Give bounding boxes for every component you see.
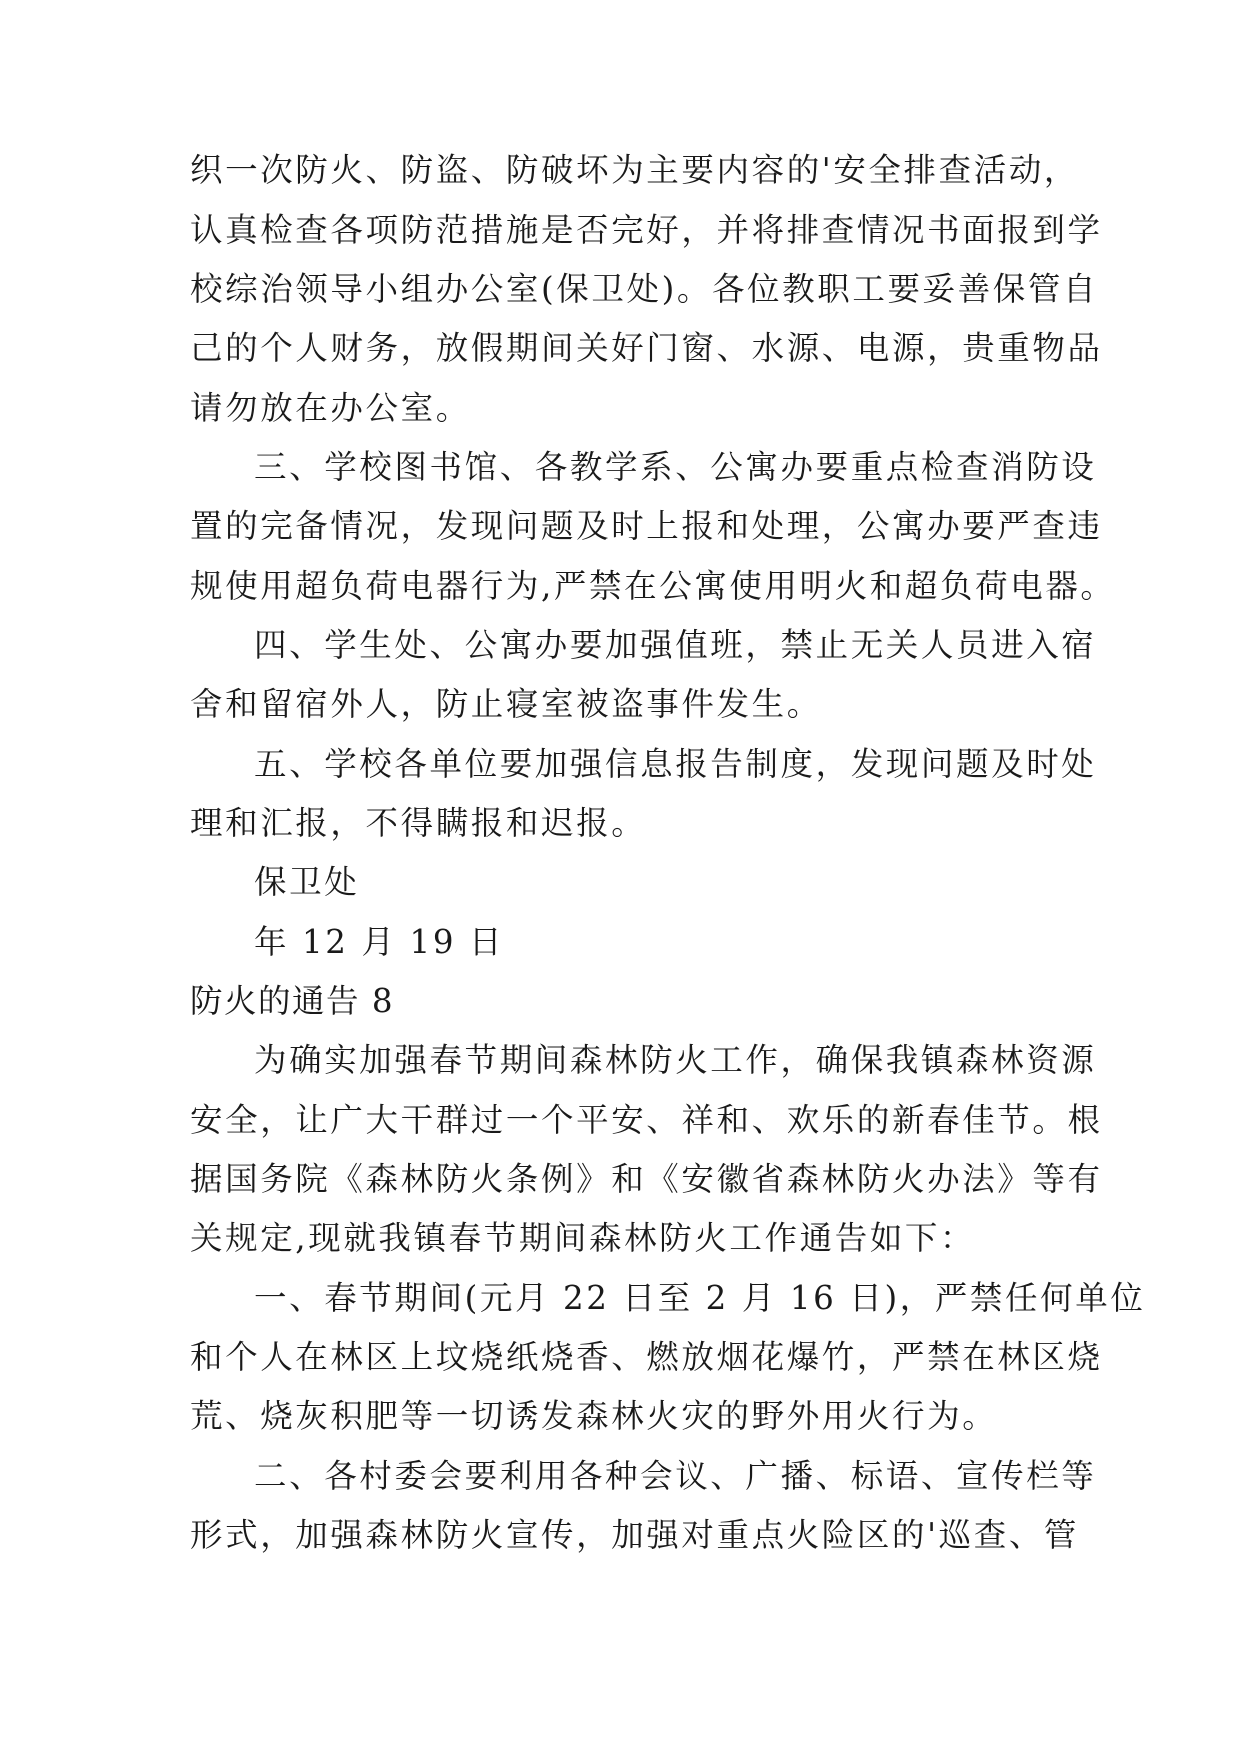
paragraph-line: 形式，加强森林防火宣传，加强对重点火险区的'巡查、管 — [190, 1516, 1080, 1554]
signature-date: 年 12 月 19 日 — [254, 923, 505, 961]
paragraph-line: 为确实加强春节期间森林防火工作，确保我镇森林资源 — [254, 1041, 1097, 1079]
paragraph-line: 和个人在林区上坟烧纸烧香、燃放烟花爆竹，严禁在林区烧 — [190, 1338, 1103, 1376]
paragraph-line: 织一次防火、防盗、防破坏为主要内容的'安全排查活动， — [190, 151, 1080, 189]
paragraph-line: 规使用超负荷电器行为,严禁在公寓使用明火和超负荷电器。 — [190, 567, 1116, 605]
paragraph-line: 三、学校图书馆、各教学系、公寓办要重点检查消防设 — [254, 448, 1097, 486]
paragraph-line: 认真检查各项防范措施是否完好，并将排查情况书面报到学 — [190, 211, 1103, 249]
paragraph-line: 五、学校各单位要加强信息报告制度，发现问题及时处 — [254, 745, 1097, 783]
paragraph-line: 据国务院《森林防火条例》和《安徽省森林防火办法》等有 — [190, 1160, 1103, 1198]
signature-department: 保卫处 — [254, 863, 360, 901]
paragraph-line: 己的个人财务，放假期间关好门窗、水源、电源，贵重物品 — [190, 329, 1103, 367]
paragraph-line: 请勿放在办公室。 — [190, 389, 471, 427]
paragraph-line: 关规定,现就我镇春节期间森林防火工作通告如下： — [190, 1219, 976, 1257]
paragraph-line: 安全，让广大干群过一个平安、祥和、欢乐的新春佳节。根 — [190, 1101, 1103, 1139]
paragraph-line: 置的完备情况，发现问题及时上报和处理，公寓办要严查违 — [190, 507, 1103, 545]
paragraph-line: 荒、烧灰积肥等一切诱发森林火灾的野外用火行为。 — [190, 1397, 998, 1435]
paragraph-line: 二、各村委会要利用各种会议、广播、标语、宣传栏等 — [254, 1457, 1097, 1495]
paragraph-line: 校综治领导小组办公室(保卫处)。各位教职工要妥善保管自 — [190, 270, 1099, 308]
paragraph-line: 舍和留宿外人，防止寝室被盗事件发生。 — [190, 685, 822, 723]
paragraph-line: 理和汇报，不得瞒报和迟报。 — [190, 804, 647, 842]
section-title: 防火的通告 8 — [190, 982, 395, 1020]
paragraph-line: 一、春节期间(元月 22 日至 2 月 16 日)，严禁任何单位 — [254, 1279, 1146, 1317]
paragraph-line: 四、学生处、公寓办要加强值班，禁止无关人员进入宿 — [254, 626, 1097, 664]
